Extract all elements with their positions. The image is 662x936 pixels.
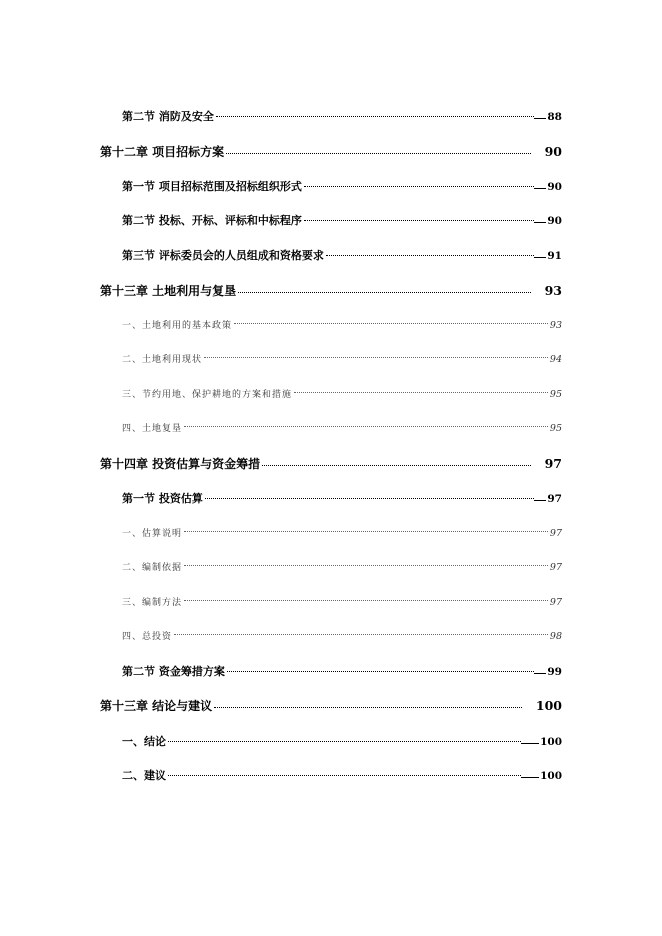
toc-entry-label: 第二节 消防及安全 [122,110,214,123]
toc-entry[interactable] [122,421,562,434]
toc-entry-label: 二、编制依据 [122,563,183,573]
toc-entry-label: 第十三章 结论与建议 [100,699,213,713]
toc-entry-page: 97 [549,597,562,608]
dot-leader [205,498,535,499]
toc-entry-page: 91 [547,250,562,262]
toc-entry[interactable] [122,490,562,506]
leader-underline [521,743,539,744]
dot-leader [262,465,530,466]
toc-entry-label: 一、估算说明 [122,529,183,539]
leader-underline [521,777,539,778]
dot-leader [204,357,548,358]
leader-underline [534,222,546,223]
dot-leader [227,671,535,672]
toc-entry[interactable] [122,387,562,400]
toc-entry[interactable] [122,595,562,608]
toc-entry[interactable] [122,767,562,783]
toc-entry-label: 二、建议 [122,769,166,782]
toc-entry-page: 97 [549,528,562,539]
toc-entry-page: 93 [544,283,562,298]
dot-leader [168,775,521,776]
leader-underline [534,500,546,501]
toc-entry[interactable] [122,318,562,331]
toc-entry-label: 第十三章 土地利用与复垦 [100,284,237,298]
dot-leader [238,292,530,293]
toc-entry[interactable] [122,663,562,679]
dot-leader [184,531,548,532]
toc-entry-page: 90 [547,215,562,227]
toc-entry[interactable] [100,455,562,472]
toc-entry-page: 99 [547,666,562,678]
dot-leader [294,392,548,393]
dot-leader [216,116,535,117]
toc-entry[interactable] [122,526,562,539]
dot-leader [174,634,548,635]
toc-entry-label: 第一节 项目招标范围及招标组织形式 [122,180,302,193]
toc-entry-label: 四、土地复垦 [122,424,183,434]
dot-leader [234,323,548,324]
toc-entry-page: 100 [535,698,562,713]
toc-entry[interactable] [122,629,562,642]
toc-entry-page: 100 [540,770,562,782]
toc-entry-page: 88 [547,111,562,123]
dot-leader [184,565,548,566]
toc-entry-label: 三、节约用地、保护耕地的方案和措施 [122,390,293,400]
toc-entry-page: 93 [549,320,562,331]
toc-entry-page: 90 [544,144,562,159]
toc-entry[interactable] [100,282,562,299]
dot-leader [304,220,535,221]
toc-entry-page: 97 [549,562,562,573]
toc-entry[interactable] [100,143,562,160]
leader-underline [534,673,546,674]
toc-entry[interactable] [122,247,562,263]
toc-entry-page: 100 [540,736,562,748]
toc-entry-label: 第一节 投资估算 [122,492,203,505]
dot-leader [168,741,521,742]
toc-entry[interactable] [122,212,562,228]
toc-entry-page: 94 [549,354,562,365]
leader-underline [534,118,546,119]
toc-entry-label: 三、编制方法 [122,598,183,608]
toc-entry-label: 第二节 投标、开标、评标和中标程序 [122,214,302,227]
toc-entry-label: 第十二章 项目招标方案 [100,145,225,159]
toc-entry-label: 第十四章 投资估算与资金筹措 [100,457,261,471]
toc-entry-label: 四、总投资 [122,632,173,642]
dot-leader [326,255,535,256]
toc-entry[interactable] [122,733,562,749]
dot-leader [304,186,535,187]
toc-entry-page: 95 [549,423,562,434]
dot-leader [184,426,548,427]
toc-entry[interactable] [122,108,562,124]
toc-entry-label: 一、结论 [122,735,166,748]
toc-entry[interactable] [122,560,562,573]
toc-entry[interactable] [100,697,562,714]
toc-entry-label: 一、土地利用的基本政策 [122,321,233,331]
toc-entry-label: 二、土地利用现状 [122,355,203,365]
dot-leader [214,707,522,708]
leader-underline [534,188,546,189]
toc-entry-page: 97 [547,493,562,505]
toc-entry-page: 98 [549,631,562,642]
dot-leader [184,600,548,601]
dot-leader [226,153,530,154]
toc-entry-page: 90 [547,181,562,193]
toc-entry-label: 第二节 资金筹措方案 [122,665,225,678]
toc-entry[interactable] [122,352,562,365]
toc-entry[interactable] [122,178,562,194]
toc-entry-page: 97 [544,456,562,471]
toc-entry-label: 第三节 评标委员会的人员组成和资格要求 [122,249,324,262]
leader-underline [534,257,546,258]
toc-entry-page: 95 [549,389,562,400]
